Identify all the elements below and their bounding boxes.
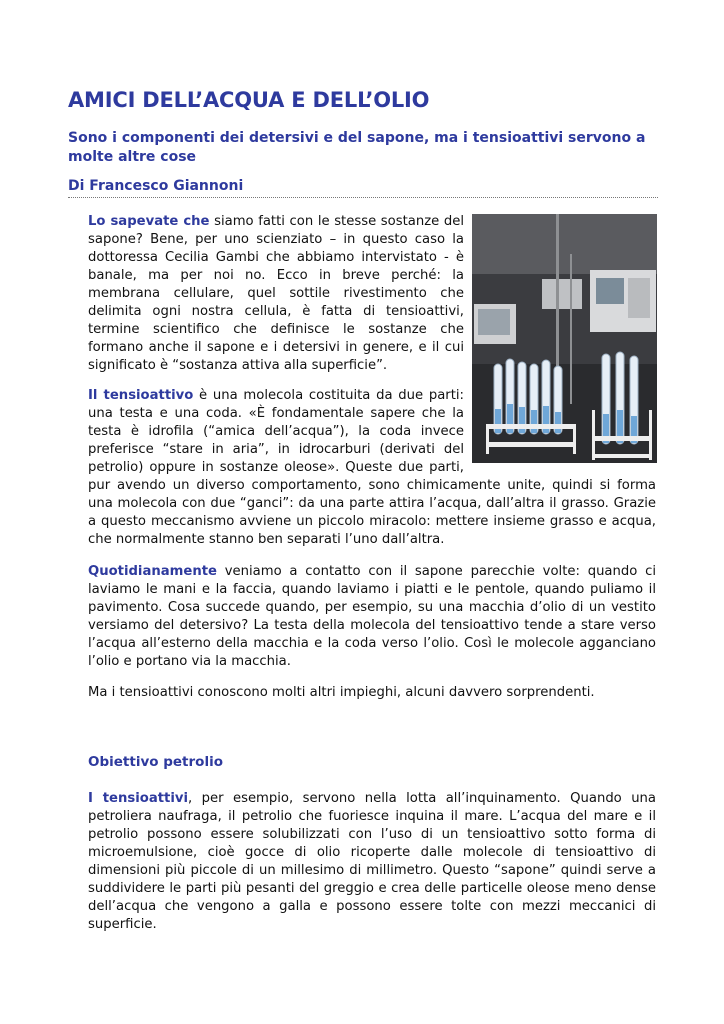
section-heading: Obiettivo petrolio <box>88 754 223 770</box>
paragraph-impieghi <box>88 684 656 702</box>
paragraph-text: è una molecola costituita da due parti: una testa e una coda. «È fondamentale sapere che la testa è idrofila (“amica dell’acqua”), la coda invece preferisce “stare in aria”, in idrocarburi (derivati del petrolio) oppure in sostanze oleose». Queste due parti, pur avendo un diverso comportamento, sono chimicamente unite, quindi si forma una molecola con due “ganci”: da una parte attira l’acqua, dall’altra il grasso. Grazie a questo meccanismo avviene un piccolo miracolo: mettere insieme grasso e acqua, che normalmente stanno ben separati l’uno dall’altra. <box>88 388 656 547</box>
paragraph-lead: I tensioattivi <box>88 791 188 806</box>
paragraph-intro <box>88 213 464 375</box>
paragraph-text: veniamo a contatto con il sapone parecchie volte: quando ci laviamo le mani e la faccia, quando laviamo i piatti e le pentole, quando puliamo il pavimento. Cosa succede quando, per esempio, su una macchia d’olio di un vestito versiamo del detersivo? La testa della molecola del tensioattivo tende a stare verso l’acqua all’esterno della macchia e la coda verso l’olio. Così le molecole agganciano l’olio e portano via la macchia. <box>88 564 656 669</box>
paragraph-lead: Quotidianamente <box>88 564 217 579</box>
paragraph-text: Ma i tensioattivi conoscono molti altri impieghi, alcuni davvero sorprendenti. <box>88 685 595 700</box>
paragraph-text: siamo fatti con le stesse sostanze del sapone? Bene, per uno scienziato – in questo caso la dottoressa Cecilia Gambi che abbiamo intervistato - è banale, ma per noi no. Ecco in breve perché: la membrana cellulare, quel sottile rivestimento che delimita ogni nostra cellula, è fatta di tensioattivi, termine scientifico che definisce le sostanze che formano anche il sapone e i detersivi in genere, e il cui significato è “sostanza attiva alla superficie”. <box>88 214 464 373</box>
paragraph-petrolio <box>88 790 656 934</box>
paragraph-quotidianamente <box>88 563 656 671</box>
article-byline: Di Francesco Giannoni <box>68 178 658 198</box>
paragraph-lead: Il tensioattivo <box>88 388 194 403</box>
article-subtitle: Sono i componenti dei detersivi e del sapone, ma i tensioattivi servono a molte altre cose <box>68 130 646 165</box>
paragraph-lead: Lo sapevate che <box>88 214 210 229</box>
paragraph-text: , per esempio, servono nella lotta all’inquinamento. Quando una petroliera naufraga, il petrolio che fuoriesce inquina il mare. L’acqua del mare e il petrolio possono essere solubilizzati con l’uso di un tensioattivo sotto forma di microemulsione, cioè gocce di olio ricoperte dalle molecole di tensioattivo di dimensioni più piccole di un millesimo di millimetro. Questo “sapone” quindi serve a suddividere le parti più pesanti del greggio e crea delle particelle oleose meno dense dell’acqua che vengono a galla e possono essere tolte con mezzi meccanici di superficie. <box>88 791 656 932</box>
paragraph-tensioattivo <box>88 387 656 549</box>
photo-wrap-spacer <box>464 387 656 463</box>
article-title: AMICI DELL’ACQUA E DELL’OLIO <box>68 88 430 112</box>
